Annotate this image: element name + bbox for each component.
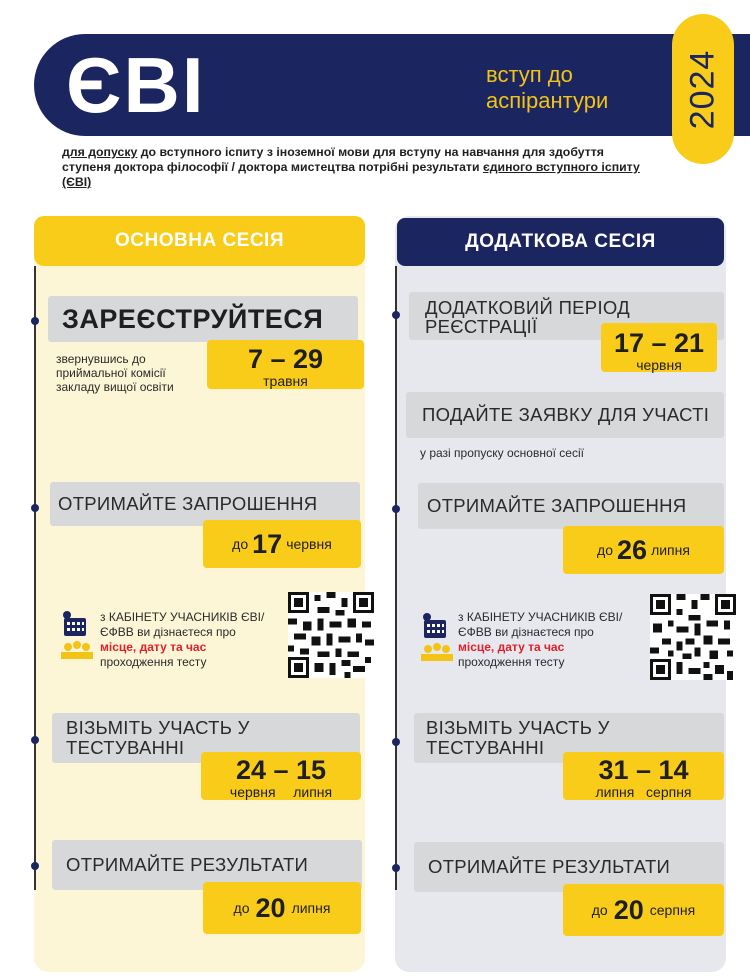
timeline-dot [392, 738, 400, 746]
extra-testing-months [563, 784, 724, 800]
extra-results-prefix: до [591, 902, 608, 918]
subtitle-line-2: аспірантури [486, 88, 609, 113]
qr-code-icon[interactable] [650, 594, 736, 680]
year-label: 2024 [683, 49, 722, 129]
extra-cabinet-line-2: ЄФВВ ви дізнаєтеся про [458, 625, 594, 639]
testing-month-2: липня [293, 784, 333, 800]
timeline-dot [392, 505, 400, 513]
intro-underlined-2: єдиного вступного іспиту (ЄВІ) [62, 160, 640, 189]
intro-underlined-1: для допуску [62, 145, 138, 159]
extra-testing-month-2: серпня [646, 784, 692, 800]
timeline-dot [31, 862, 39, 870]
cabinet-line-3: проходження тесту [100, 655, 207, 669]
cabinet-info [100, 610, 290, 670]
calendar-icon [422, 612, 448, 640]
apply-note: у разі пропуску основної сесії [420, 446, 584, 460]
register-note-line-1: звернувшись до [56, 352, 146, 366]
extra-testing-label-line-1: ВІЗЬМІТЬ УЧАСТЬ У [426, 717, 610, 738]
extra-results-date-box [563, 884, 724, 936]
main-session-title: ОСНОВНА СЕСІЯ [34, 216, 365, 266]
extra-timeline-line [395, 266, 397, 890]
invitation-day: 17 [252, 529, 283, 559]
extra-cabinet-highlight: місце, дату та час [458, 640, 565, 654]
extra-invitation-day: 26 [617, 535, 648, 565]
extra-testing-label-line-2: ТЕСТУВАННІ [426, 737, 545, 758]
register-step-label: ЗАРЕЄСТРУЙТЕСЯ [48, 296, 358, 342]
cabinet-line-2: ЄФВВ ви дізнаєтеся про [100, 625, 236, 639]
extra-testing-month-1: липня [595, 784, 635, 800]
extra-testing-dates: 31 – 14 [598, 755, 689, 785]
testing-months [201, 784, 361, 800]
results-day: 20 [255, 893, 286, 923]
invitation-prefix: до [232, 536, 249, 552]
extra-cabinet-line-3: проходження тесту [458, 655, 565, 669]
timeline-dot [31, 504, 39, 512]
results-date-box [203, 882, 361, 934]
extra-invitation-month: липня [651, 542, 690, 558]
extra-register-label-line-1: ДОДАТКОВИЙ ПЕРІОД [425, 297, 630, 318]
logo: ЄВІ [66, 41, 206, 129]
location-icon [420, 642, 454, 662]
testing-month-1: червня [229, 784, 276, 800]
invitation-step-label: ОТРИМАЙТЕ ЗАПРОШЕННЯ [50, 482, 360, 526]
extra-cabinet-line-1: з КАБІНЕТУ УЧАСНИКІВ ЄВІ/ [458, 610, 623, 624]
extra-cabinet-info [458, 610, 650, 670]
register-month: травня [263, 373, 308, 389]
invitation-date-box [203, 520, 361, 568]
extra-register-date-box [601, 323, 717, 372]
cabinet-highlight: місце, дату та час [100, 640, 207, 654]
extra-results-month: серпня [649, 902, 696, 918]
calendar-icon [62, 610, 88, 638]
register-dates: 7 – 29 [247, 344, 324, 374]
testing-dates: 24 – 15 [235, 755, 327, 785]
extra-register-label-line-2: РЕЄСТРАЦІЇ [425, 316, 538, 337]
results-month: липня [291, 900, 331, 916]
extra-results-step-label: ОТРИМАЙТЕ РЕЗУЛЬТАТИ [414, 842, 724, 892]
apply-step-label: ПОДАЙТЕ ЗАЯВКУ ДЛЯ УЧАСТІ [406, 392, 724, 438]
extra-testing-date-box [563, 752, 724, 800]
location-icon [60, 640, 94, 660]
timeline-dot [31, 317, 39, 325]
extra-invitation-prefix: до [597, 542, 614, 558]
qr-code-icon[interactable] [288, 592, 374, 678]
testing-date-box [201, 752, 361, 800]
extra-invitation-step-label: ОТРИМАЙТЕ ЗАПРОШЕННЯ [418, 483, 724, 529]
main-timeline-line [34, 266, 36, 890]
extra-register-month: червня [636, 357, 682, 373]
invitation-month: червня [286, 536, 332, 552]
register-date-box [207, 340, 364, 389]
extra-register-dates: 17 – 21 [613, 328, 705, 358]
testing-label-line-1: ВІЗЬМІТЬ УЧАСТЬ У [66, 717, 250, 738]
cabinet-line-1: з КАБІНЕТУ УЧАСНИКІВ ЄВІ/ [100, 610, 265, 624]
header-subtitle [486, 62, 666, 114]
subtitle-line-1: вступ до [486, 62, 573, 87]
register-note [56, 352, 206, 394]
testing-label-line-2: ТЕСТУВАННІ [66, 737, 185, 758]
year-badge-text [672, 14, 734, 164]
register-note-line-3: закладу вищої освіти [56, 380, 174, 394]
intro-text [62, 145, 652, 190]
results-prefix: до [233, 900, 250, 916]
results-step-label: ОТРИМАЙТЕ РЕЗУЛЬТАТИ [52, 840, 362, 890]
timeline-dot [392, 311, 400, 319]
intro-body: до вступного іспиту з іноземної мови для вступу на навчання для здобуття ступеня доктора філософії / доктора мистецтва потрібні результати [62, 145, 604, 174]
extra-session-title: ДОДАТКОВА СЕСІЯ [397, 218, 724, 266]
timeline-dot [31, 736, 39, 744]
register-note-line-2: приймальної комісії [56, 366, 166, 380]
extra-invitation-date-box [563, 526, 724, 574]
extra-results-day: 20 [613, 895, 644, 925]
timeline-dot [392, 864, 400, 872]
